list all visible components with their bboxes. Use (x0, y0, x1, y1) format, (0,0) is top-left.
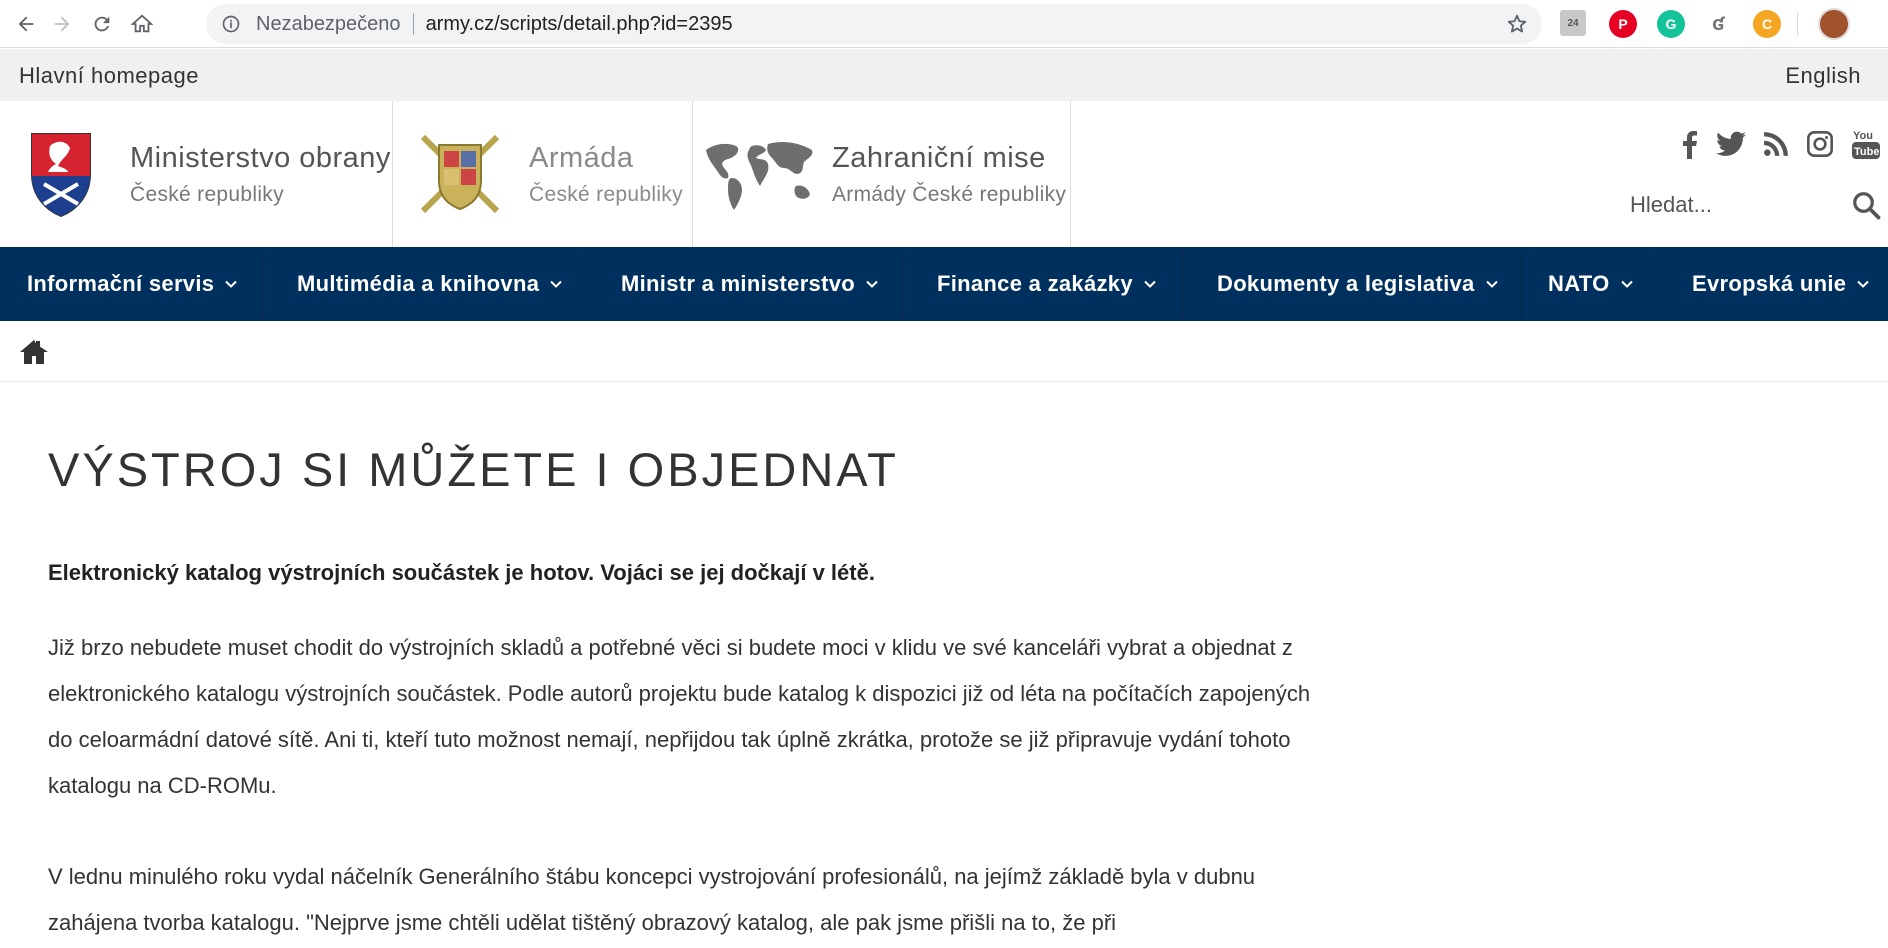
brand-ministry-subtitle: České republiky (130, 182, 284, 206)
nav-item-label: NATO (1548, 271, 1610, 296)
nav-item-label: Dokumenty a legislativa (1217, 271, 1475, 296)
pinterest-extension-icon[interactable]: P (1609, 10, 1637, 38)
nav-item-label: Ministr a ministerstvo (621, 271, 855, 296)
brand-missions[interactable] (702, 101, 1066, 247)
chevron-down-icon (865, 277, 879, 291)
nav-item-ministr[interactable] (621, 247, 879, 321)
nav-item-finance[interactable] (937, 247, 1157, 321)
url-text[interactable]: army.cz/scripts/detail.php?id=2395 (425, 12, 733, 35)
nav-separator (1182, 247, 1183, 321)
nav-item-label: Evropská unie (1692, 271, 1847, 296)
main-navigation (0, 247, 1888, 321)
twitter-icon[interactable] (1714, 127, 1748, 161)
info-icon[interactable] (220, 13, 242, 35)
instagram-icon[interactable] (1803, 127, 1837, 161)
youtube-icon[interactable] (1848, 127, 1884, 161)
profile-avatar[interactable] (1818, 8, 1850, 40)
grammarly-extension-icon[interactable]: G (1657, 10, 1685, 38)
article-lead: Elektronický katalog výstrojních součástek je hotov. Vojáci se jej dočkají v létě. (48, 560, 875, 585)
address-separator (413, 13, 414, 35)
security-label: Nezabezpečeno (256, 12, 401, 35)
search-icon[interactable] (1848, 185, 1884, 225)
brand-ministry[interactable] (28, 101, 391, 247)
chevron-down-icon (549, 277, 563, 291)
nav-item-label: Finance a zakázky (937, 271, 1133, 296)
brand-army-subtitle: České republiky (529, 182, 683, 206)
english-link[interactable]: English (1785, 63, 1861, 88)
homepage-link[interactable]: Hlavní homepage (19, 63, 199, 88)
extension-24-icon[interactable]: 24 (1560, 10, 1586, 36)
nav-item-label: Informační servis (27, 271, 215, 296)
article-paragraph: V lednu minulého roku vydal náčelník Generálního štábu koncepci vystrojování profesionálů, na jejímž základě byla v dubnu zahájena tvorba katalogu. "Nejprve jsme chtěli udělat tištěný obrazový katalog, ale pak jsme přišli na to, že při (48, 864, 1256, 935)
extension-coupon-icon[interactable]: C (1753, 10, 1781, 38)
brand-missions-title: Zahraniční mise (832, 141, 1046, 174)
rss-icon[interactable] (1759, 127, 1793, 161)
browser-toolbar (0, 0, 1888, 48)
address-bar[interactable] (206, 4, 1542, 44)
brand-ministry-title: Ministerstvo obrany (130, 141, 391, 174)
toolbar-divider (1797, 12, 1798, 36)
bookmark-star-icon[interactable] (1506, 13, 1528, 41)
brand-army[interactable] (417, 101, 683, 247)
forward-icon[interactable] (48, 10, 76, 38)
chevron-down-icon (1856, 277, 1870, 291)
top-strip (0, 49, 1888, 101)
article-title: VÝSTROJ SI MŮŽETE I OBJEDNAT (48, 443, 899, 496)
breadcrumb (0, 321, 1888, 382)
chevron-down-icon (1620, 277, 1634, 291)
svg-text:Tube: Tube (1854, 146, 1880, 158)
nav-item-informacni-servis[interactable] (27, 247, 238, 321)
nav-item-label: Multimédia a knihovna (297, 271, 540, 296)
extension-swirl-icon[interactable]: ʛ (1712, 12, 1724, 35)
article-paragraph: Již brzo nebudete muset chodit do výstrojních skladů a potřebné věci si budete moci v klidu ve své kanceláři vybrat a objednat z elektronického katalogu výstrojních součástek. Podle autorů projektu bude katalog k dispozici již od léta na počítačích zapojených do celoarmádní datové sítě. Ani ti, kteří tuto možnost nemají, nepřijdou tak úplně zkrátka, protože se již připravuje vydání tohoto katalogu na CD-ROMu. (48, 635, 1311, 798)
search-input[interactable] (1630, 185, 1830, 225)
nav-separator (262, 247, 263, 321)
nav-separator (1661, 247, 1662, 321)
header-divider (1070, 101, 1071, 247)
nav-item-dokumenty[interactable] (1217, 247, 1499, 321)
home-icon[interactable] (18, 337, 50, 367)
nav-item-multimedia[interactable] (297, 247, 563, 321)
nav-item-nato[interactable] (1548, 247, 1634, 321)
back-icon[interactable] (12, 10, 40, 38)
reload-icon[interactable] (88, 10, 116, 38)
brand-missions-subtitle: Armády České republiky (832, 182, 1067, 206)
nav-item-evropska-unie[interactable] (1692, 247, 1870, 321)
nav-separator (1520, 247, 1521, 321)
ministry-emblem-icon (28, 130, 94, 218)
chevron-down-icon (1143, 277, 1157, 291)
svg-text:You: You (1853, 130, 1873, 142)
header-divider (392, 101, 393, 247)
chevron-down-icon (224, 277, 238, 291)
header-divider (692, 101, 693, 247)
home-browser-icon[interactable] (128, 10, 156, 38)
nav-separator (585, 247, 586, 321)
brand-army-title: Armáda (529, 141, 634, 174)
site-header (0, 101, 1888, 247)
nav-separator (902, 247, 903, 321)
army-emblem-icon (417, 131, 503, 217)
facebook-icon[interactable] (1672, 127, 1706, 161)
chevron-down-icon (1485, 277, 1499, 291)
world-map-icon (702, 136, 818, 212)
